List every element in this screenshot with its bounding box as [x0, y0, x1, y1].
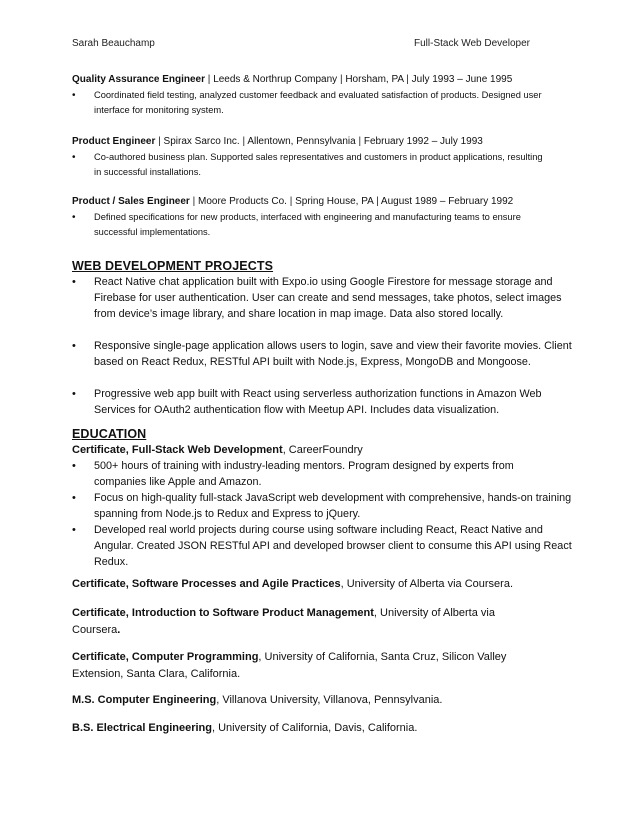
job-entry: [72, 135, 572, 180]
job-location: Horsham, PA: [345, 74, 404, 85]
job-title-line: Product Engineer | Spirax Sarco Inc. | Allentown, Pennsylvania | February 1992 – July 1993: [72, 136, 483, 147]
bullet-icon: •: [72, 524, 76, 536]
job-entry: [72, 195, 572, 240]
job-title-line: Quality Assurance Engineer | Leeds & Northrup Company | Horsham, PA | July 1993 – June 1995: [72, 74, 513, 85]
job-title-line: Product / Sales Engineer | Moore Products Co. | Spring House, PA | August 1989 – February 1992: [72, 196, 514, 207]
job-company: Spirax Sarco Inc.: [163, 136, 240, 147]
project-item: • Responsive single-page application allows users to login, save and view their favorite movies. Client based on React Redux, RESTful API built with Node.js, Express, MongoDB and Mongoose.: [72, 340, 572, 368]
header-name: Sarah Beauchamp: [72, 38, 155, 49]
projects-section: [72, 258, 572, 418]
section-heading: EDUCATION: [72, 427, 147, 441]
bullet-icon: •: [72, 388, 76, 400]
job-company: Leeds & Northrup Company: [213, 74, 338, 85]
education-section: [72, 426, 572, 570]
bullet-icon: •: [72, 276, 76, 288]
certificate-programming: Certificate, Computer Programming, University of California, Santa Cruz, Silicon Valley Extension, Santa Clara, California.: [72, 651, 507, 680]
job-location: Spring House, PA: [295, 196, 374, 207]
job-title: Quality Assurance Engineer: [72, 74, 206, 85]
bullet-icon: •: [72, 212, 76, 223]
bullet-icon: •: [72, 460, 76, 472]
job-title: Product Engineer: [72, 136, 156, 147]
job-dates: February 1992 – July 1993: [363, 136, 483, 147]
header-role: Full-Stack Web Developer: [414, 38, 530, 49]
job-bullet: • Defined specifications for new products, interfaced with engineering and manufacturing teams to ensure successful implementations.: [72, 212, 521, 237]
education-bullet: • Developed real world projects during course using software including React, React Native and Angular. Created JSON RESTful API and developed browser client to consume this API using React Redux.: [72, 524, 572, 568]
certificate-agile: Certificate, Software Processes and Agile Practices, University of Alberta via Coursera.: [72, 578, 514, 590]
bullet-icon: •: [72, 340, 76, 352]
job-bullet: • Co-authored business plan. Supported sales representatives and customers in product applications, resulting in successful installations.: [72, 152, 543, 177]
project-item: • Progressive web app built with React using serverless authorization functions in Amazon Web Services for OAuth2 authentication flow with Meetup API. Includes data visualization.: [72, 388, 542, 416]
project-item: • React Native chat application built with Expo.io using Google Firestore for message storage and Firebase for user authentication. User can create and send messages, take photos, select images from device’s image library, and share location in map image. Data also stored locally.: [72, 276, 562, 320]
job-bullet: • Coordinated field testing, analyzed customer feedback and evaluated satisfaction of products. Designed user interface for monitoring system.: [72, 90, 542, 115]
certificate-product-management: Certificate, Introduction to Software Product Management, University of Alberta via Coursera.: [72, 607, 495, 636]
job-entry: [72, 73, 572, 118]
degree-bs: B.S. Electrical Engineering, University of California, Davis, California.: [72, 722, 418, 734]
bullet-icon: •: [72, 492, 76, 504]
job-location: Allentown, Pennsylvania: [247, 136, 356, 147]
job-company: Moore Products Co.: [197, 196, 287, 207]
education-bullet: • 500+ hours of training with industry-leading mentors. Program designed by experts from companies like Apple and Amazon.: [72, 460, 514, 488]
bullet-icon: •: [72, 152, 76, 163]
education-bullet: • Focus on high-quality full-stack JavaScript web development with comprehensive, hands-on training spanning from Node.js to Redux and Express to jQuery.: [72, 492, 572, 520]
job-dates: August 1989 – February 1992: [380, 196, 514, 207]
section-heading: WEB DEVELOPMENT PROJECTS: [72, 259, 274, 273]
certificate-title: Certificate, Full-Stack Web Development, CareerFoundry: [72, 444, 363, 456]
bullet-icon: •: [72, 90, 76, 101]
job-title: Product / Sales Engineer: [72, 196, 190, 207]
degree-ms: M.S. Computer Engineering, Villanova University, Villanova, Pennsylvania.: [72, 694, 443, 706]
job-dates: July 1993 – June 1995: [411, 74, 513, 85]
